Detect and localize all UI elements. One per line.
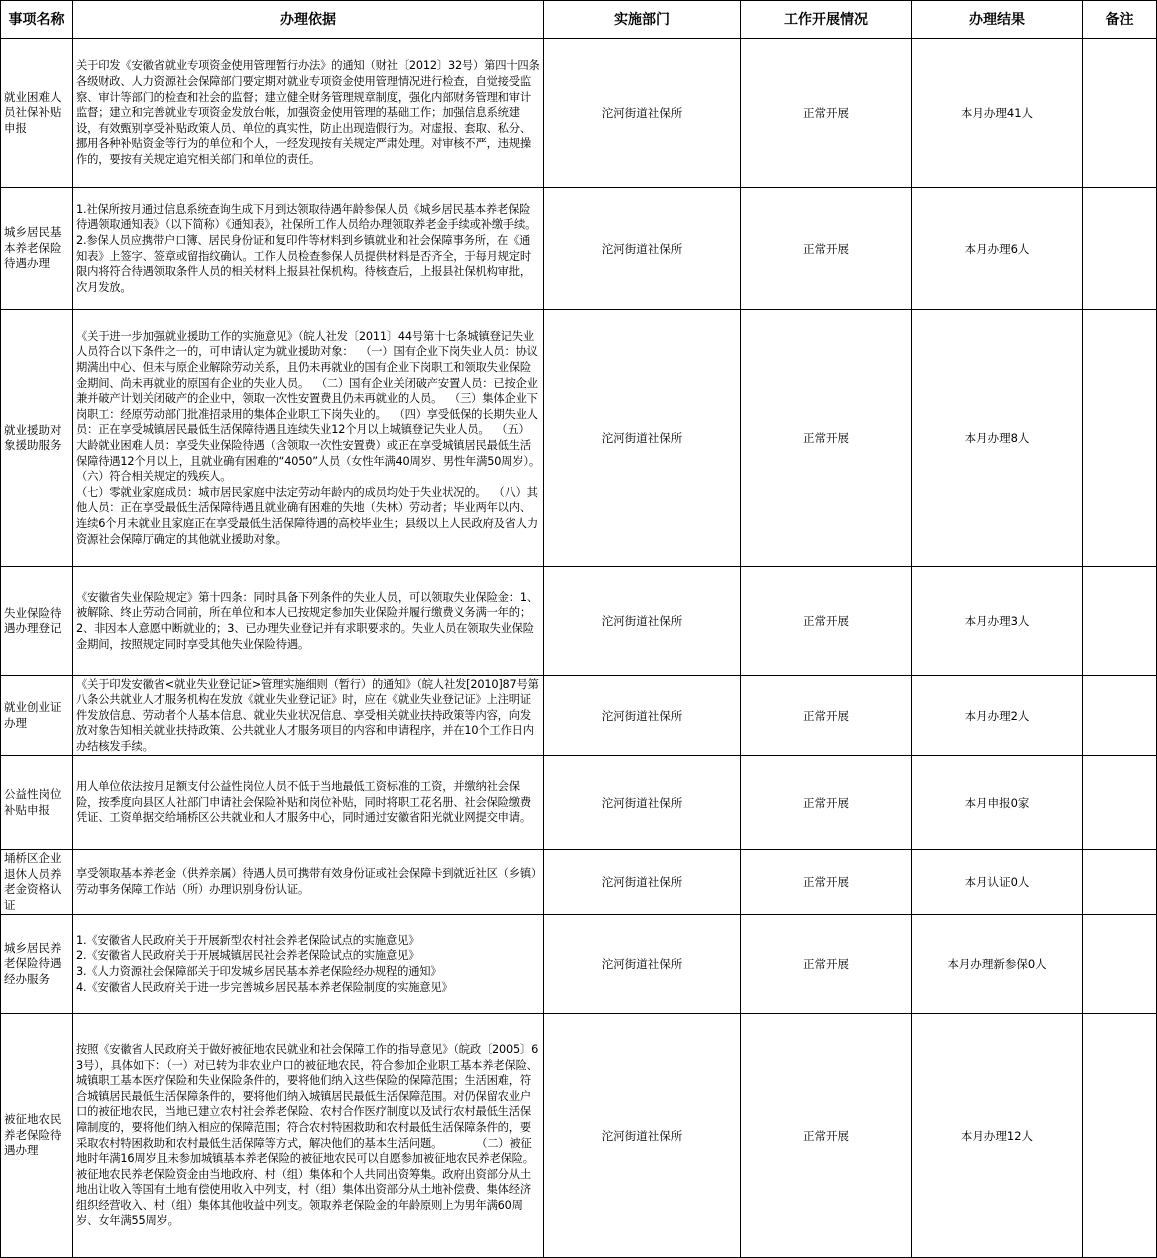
status-cell: 正常开展 (741, 39, 912, 188)
item-name-cell: 被征地农民养老保险待遇办理 (1, 1014, 73, 1258)
status-cell: 正常开展 (741, 1014, 912, 1258)
result-cell: 本月办理12人 (912, 1014, 1083, 1258)
header-department: 实施部门 (544, 1, 741, 39)
item-name-cell: 城乡居民养老保险待遇经办服务 (1, 915, 73, 1014)
table-row (1, 567, 1157, 676)
result-cell: 本月办理2人 (912, 676, 1083, 756)
result-cell: 本月认证0人 (912, 850, 1083, 915)
status-cell: 正常开展 (741, 567, 912, 676)
department-cell: 沱河街道社保所 (544, 188, 741, 310)
remark-cell (1083, 915, 1157, 1014)
result-cell: 本月申报0家 (912, 756, 1083, 850)
result-cell: 本月办理新参保0人 (912, 915, 1083, 1014)
header-result: 办理结果 (912, 1, 1083, 39)
department-cell: 沱河街道社保所 (544, 1014, 741, 1258)
basis-cell: 1.《安徽省人民政府关于开展新型农村社会养老保险试点的实施意见》 2.《安徽省人民政府关于开展城镇居民社会养老保险试点的实施意见》 3.《人力资源社会保障部关于印发城乡居民基本养老保险经办规程的通知》 4.《安徽省人民政府关于进一步完善城乡居民基本养老保险制度的实施意见》 (73, 915, 544, 1014)
table-row (1, 39, 1157, 188)
header-item-name: 事项名称 (1, 1, 73, 39)
header-basis: 办理依据 (73, 1, 544, 39)
item-name-cell: 就业援助对象援助服务 (1, 310, 73, 567)
department-cell: 沱河街道社保所 (544, 756, 741, 850)
department-cell: 沱河街道社保所 (544, 915, 741, 1014)
basis-cell: 1.社保所按月通过信息系统查询生成下月到达领取待遇年龄参保人员《城乡居民基本养老保险待遇领取通知表》（以下简称）《通知表》，社保所工作人员给办理领取养老金手续或补缴手续。 2.参保人员应携带户口簿、居民身份证和复印件等材料到乡镇就业和社会保障事务所，在《通知表》上签字、签章或留指纹确认。工作人员检查参保人员提供材料是否齐全，于每月规定时限内将符合待遇领取条件人员的相关材料上报县社保机构。待核查后，上报县社保机构审批，次月发放。 (73, 188, 544, 310)
remark-cell (1083, 1014, 1157, 1258)
status-cell: 正常开展 (741, 676, 912, 756)
basis-cell: 《关于进一步加强就业援助工作的实施意见》（皖人社发〔2011〕44号第十七条城镇登记失业人员符合以下条件之一的，可申请认定为就业援助对象： （一）国有企业下岗失业人员：协议期满出中心、但未与原企业解除劳动关系，且仍未再就业的国有企业下岗职工和领取失业保险金期间、尚未再就业的原国有企业的失业人员。 （二）国有企业关闭破产安置人员：已按企业兼并破产计划关闭破产的企业中，领取一次性安置费且仍未再就业的人员。 （三）集体企业下岗职工：经原劳动部门批准招录用的集体企业职工下岗失业的。 （四）享受低保的长期失业人员：正在享受城镇居民最低生活保障待遇且连续失业12个月以上城镇登记失业人员。 （五）大龄就业困难人员：享受失业保险待遇（含领取一次性安置费）或正在享受城镇居民最低生活保障待遇12个月以上，且就业确有困难的“4050”人员（女性年满40周岁、男性年满50周岁）。 （六）符合相关规定的残疾人。 （七）零就业家庭成员：城市居民家庭中法定劳动年龄内的成员均处于失业状况的。 （八）其他人员：正在享受最低生活保障待遇且就业确有困难的失地（失林）劳动者；毕业两年以内、连续6个月未就业且家庭正在享受最低生活保障待遇的高校毕业生；县级以上人民政府及省人力资源社会保障厅确定的其他就业援助对象。 (73, 310, 544, 567)
item-name-cell: 公益性岗位补贴申报 (1, 756, 73, 850)
remark-cell (1083, 310, 1157, 567)
department-cell: 沱河街道社保所 (544, 850, 741, 915)
department-cell: 沱河街道社保所 (544, 676, 741, 756)
basis-cell: 享受领取基本养老金（供养亲属）待遇人员可携带有效身份证或社会保障卡到就近社区（乡镇）劳动事务保障工作站（所）办理识别身份认证。 (73, 850, 544, 915)
basis-cell: 按照《安徽省人民政府关于做好被征地农民就业和社会保障工作的指导意见》（皖政〔2005〕63号），具体如下：（一）对已转为非农业户口的被征地农民，符合参加企业职工基本养老保险、城镇职工基本医疗保险和失业保险条件的，要将他们纳入这些保险的保障范围；生活困难，符合城镇居民最低生活保障条件的，要将他们纳入城镇居民最低生活保障范围。对仍保留农业户口的被征地农民，当地已建立农村社会养老保险、农村合作医疗制度以及试行农村最低生活保障制度的，要将他们纳入相应的保障范围；符合农村特困救助和农村最低生活保障条件的，要采取农村特困救助和农村最低生活保障等方式，解决他们的基本生活问题。 （二）被征地时年满16周岁且未参加城镇基本养老保险的被征地农民可以自愿参加被征地农民养老保险。被征地农民养老保险资金由当地政府、村（组）集体和个人共同出资筹集。政府出资部分从土地出让收入等国有土地有偿使用收入中列支，村（组）集体出资部分从土地补偿费、集体经济组织经营收入、村（组）集体其他收益中列支。领取养老保险金的年龄原则上为男年满60周岁、女年满55周岁。 (73, 1014, 544, 1258)
item-name-cell: 就业困难人员社保补贴申报 (1, 39, 73, 188)
result-cell: 本月办理8人 (912, 310, 1083, 567)
remark-cell (1083, 850, 1157, 915)
table-row (1, 676, 1157, 756)
basis-cell: 《安徽省失业保险规定》第十四条：同时具备下列条件的失业人员，可以领取失业保险金：1、被解除、终止劳动合同前，所在单位和本人已按规定参加失业保险并履行缴费义务满一年的；2、非因本人意愿中断就业的；3、已办理失业登记并有求职要求的。失业人员在领取失业保险金期间，按照规定同时享受其他失业保险待遇。 (73, 567, 544, 676)
table-row (1, 756, 1157, 850)
status-cell: 正常开展 (741, 756, 912, 850)
basis-cell: 关于印发《安徽省就业专项资金使用管理暂行办法》的通知（财社〔2012〕32号）第四十四条 各级财政、人力资源社会保障部门要定期对就业专项资金使用管理情况进行检查，自觉接受监察、审计等部门的检查和社会的监督；建立健全财务管理规章制度，强化内部财务管理和审计监督；建立和完善就业专项资金发放台帐，加强资金使用管理的基础工作；加强信息系统建设，有效甄别享受补贴政策人员、单位的真实性，防止出现造假行为。对虚报、套取、私分、挪用各种补贴资金等行为的单位和个人，一经发现按有关规定严肃处理。对审核不严，违规操作的，要按有关规定追究相关部门和单位的责任。 (73, 39, 544, 188)
remark-cell (1083, 756, 1157, 850)
result-cell: 本月办理41人 (912, 39, 1083, 188)
table-row (1, 188, 1157, 310)
remark-cell (1083, 567, 1157, 676)
item-name-cell: 失业保险待遇办理登记 (1, 567, 73, 676)
header-work-status: 工作开展情况 (741, 1, 912, 39)
department-cell: 沱河街道社保所 (544, 39, 741, 188)
status-cell: 正常开展 (741, 188, 912, 310)
remark-cell (1083, 188, 1157, 310)
status-cell: 正常开展 (741, 850, 912, 915)
basis-cell: 《关于印发安徽省<就业失业登记证>管理实施细则（暂行）的通知》（皖人社发[2010]87号第八条公共就业人才服务机构在发放《就业失业登记证》时，应在《就业失业登记证》上注明证件发放信息、劳动者个人基本信息、就业失业状况信息、享受相关就业扶持政策等内容，向发放对象告知相关就业扶持政策、公共就业人才服务项目的内容和申请程序，并在10个工作日内办结核发手续。 (73, 676, 544, 756)
item-name-cell: 城乡居民基本养老保险待遇办理 (1, 188, 73, 310)
department-cell: 沱河街道社保所 (544, 310, 741, 567)
status-cell: 正常开展 (741, 915, 912, 1014)
table-row (1, 310, 1157, 567)
table-row (1, 850, 1157, 915)
header-row (1, 1, 1157, 39)
table-row (1, 1014, 1157, 1258)
item-name-cell: 埇桥区企业退休人员养老金资格认证 (1, 850, 73, 915)
basis-cell: 用人单位依法按月足额支付公益性岗位人员不低于当地最低工资标准的工资，并缴纳社会保险，按季度向县区人社部门申请社会保险补贴和岗位补贴，同时将职工花名册、社会保险缴费凭证、工资单据交给埇桥区公共就业和人才服务中心，同时通过安徽省阳光就业网提交申请。 (73, 756, 544, 850)
result-cell: 本月办理3人 (912, 567, 1083, 676)
item-name-cell: 就业创业证办理 (1, 676, 73, 756)
result-cell: 本月办理6人 (912, 188, 1083, 310)
header-remark: 备注 (1083, 1, 1157, 39)
department-cell: 沱河街道社保所 (544, 567, 741, 676)
table-row (1, 915, 1157, 1014)
status-cell: 正常开展 (741, 310, 912, 567)
remark-cell (1083, 676, 1157, 756)
remark-cell (1083, 39, 1157, 188)
